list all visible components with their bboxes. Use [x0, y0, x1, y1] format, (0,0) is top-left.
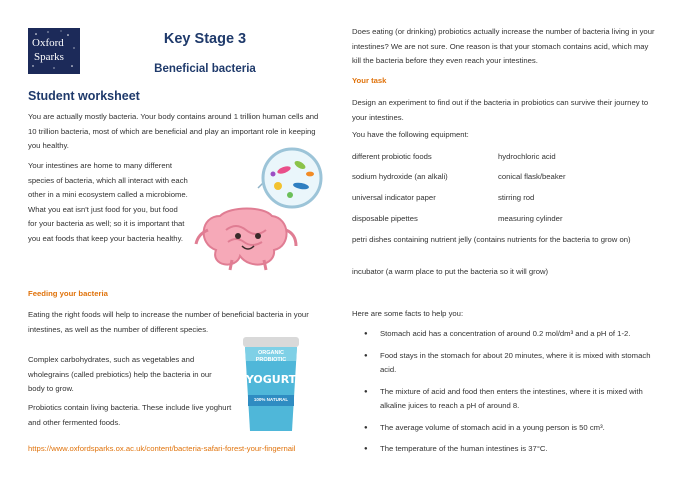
fact-item: ● Food stays in the stomach for about 20 minutes, where it is mixed with stomach acid.: [352, 349, 657, 378]
facts-intro: Here are some facts to help you:: [352, 309, 464, 318]
yogurt-organic-label: ORGANIC: [258, 350, 284, 356]
equipment-item: stirring rod: [498, 193, 535, 202]
incubator-item: incubator (a warm place to put the bacteria so it will grow): [352, 267, 549, 276]
source-link[interactable]: https://www.oxfordsparks.ox.ac.uk/content/bacteria-safari-forest-your-fingernail: [28, 444, 296, 453]
yogurt-brand-label: YOGURT: [245, 373, 297, 386]
worksheet-heading: Student worksheet: [28, 89, 140, 103]
yogurt-probiotic-label: PROBIOTIC: [255, 357, 287, 363]
feeding-paragraph: Eating the right foods will help to increase the number of beneficial bacteria in your intestines, as well as the number of different species.: [28, 310, 309, 334]
fact-item: ● The mixture of acid and food then enters the intestines, where it is mixed with alkaline juices to reach a pH of around 8.: [352, 385, 657, 414]
feeding-heading: Feeding your bacteria: [28, 289, 108, 298]
intro-paragraph: You are actually mostly bacteria. Your body contains around 1 trillion human cells and 10 trillion bacteria, most of which are beneficial and play an important role in keeping you healthy.: [28, 112, 319, 150]
logo-line-1: Oxford: [32, 37, 64, 49]
task-paragraph: Design an experiment to find out if the bacteria in probiotics can survive their journey to your intestines.: [352, 98, 649, 122]
equipment-item: hydrochloric acid: [498, 152, 556, 161]
logo-line-2: Sparks: [34, 51, 64, 63]
equipment-intro: You have the following equipment:: [352, 130, 469, 139]
equipment-item: measuring cylinder: [498, 214, 563, 223]
equipment-item: universal indicator paper: [352, 193, 436, 202]
intestines-paragraph: Your intestines are home to many different species of bacteria, which all interact with each other in a mini ecosystem called a microbiome. What you eat isn't just food for you, but food for your bacteria as well; so it is important that you eat foods that keep your bacteria healthy.: [28, 161, 188, 243]
probiotics-paragraph: Probiotics contain living bacteria. These include live yoghurt and other fermented foods.: [28, 403, 232, 427]
petri-dish-item: petri dishes containing nutrient jelly (contains nutrients for the bacteria to grow on): [352, 235, 631, 244]
equipment-item: disposable pipettes: [352, 214, 418, 223]
equipment-item: different probiotic foods: [352, 152, 432, 161]
equipment-item: conical flask/beaker: [498, 172, 566, 181]
fact-item: ● The temperature of the human intestines is 37°C.: [352, 442, 657, 457]
oxford-sparks-logo: [28, 28, 80, 74]
page-title: Key Stage 3: [163, 31, 247, 47]
yogurt-cup-illustration: [241, 337, 301, 433]
yogurt-natural-label: 100% NATURAL: [253, 397, 289, 402]
fact-item: ● The average volume of stomach acid in a young person is 50 cm³.: [352, 421, 657, 436]
carbs-paragraph: Complex carbohydrates, such as vegetables and wholegrains (called prebiotics) help the bacteria in our body to grow.: [28, 355, 212, 393]
facts-list: [352, 327, 657, 464]
intestine-illustration: [180, 146, 336, 272]
equipment-item: sodium hydroxide (an alkali): [352, 172, 448, 181]
fact-item: ● Stomach acid has a concentration of around 0.2 mol/dm³ and a pH of 1-2.: [352, 327, 657, 342]
task-heading: Your task: [352, 76, 387, 85]
page-subtitle: Beneficial bacteria: [154, 63, 256, 75]
question-paragraph: Does eating (or drinking) probiotics actually increase the number of bacteria living in your intestines? We are not sure. One reason is that your stomach contains acid, which may kill the bacteria before they even reach your intestines.: [352, 27, 655, 65]
